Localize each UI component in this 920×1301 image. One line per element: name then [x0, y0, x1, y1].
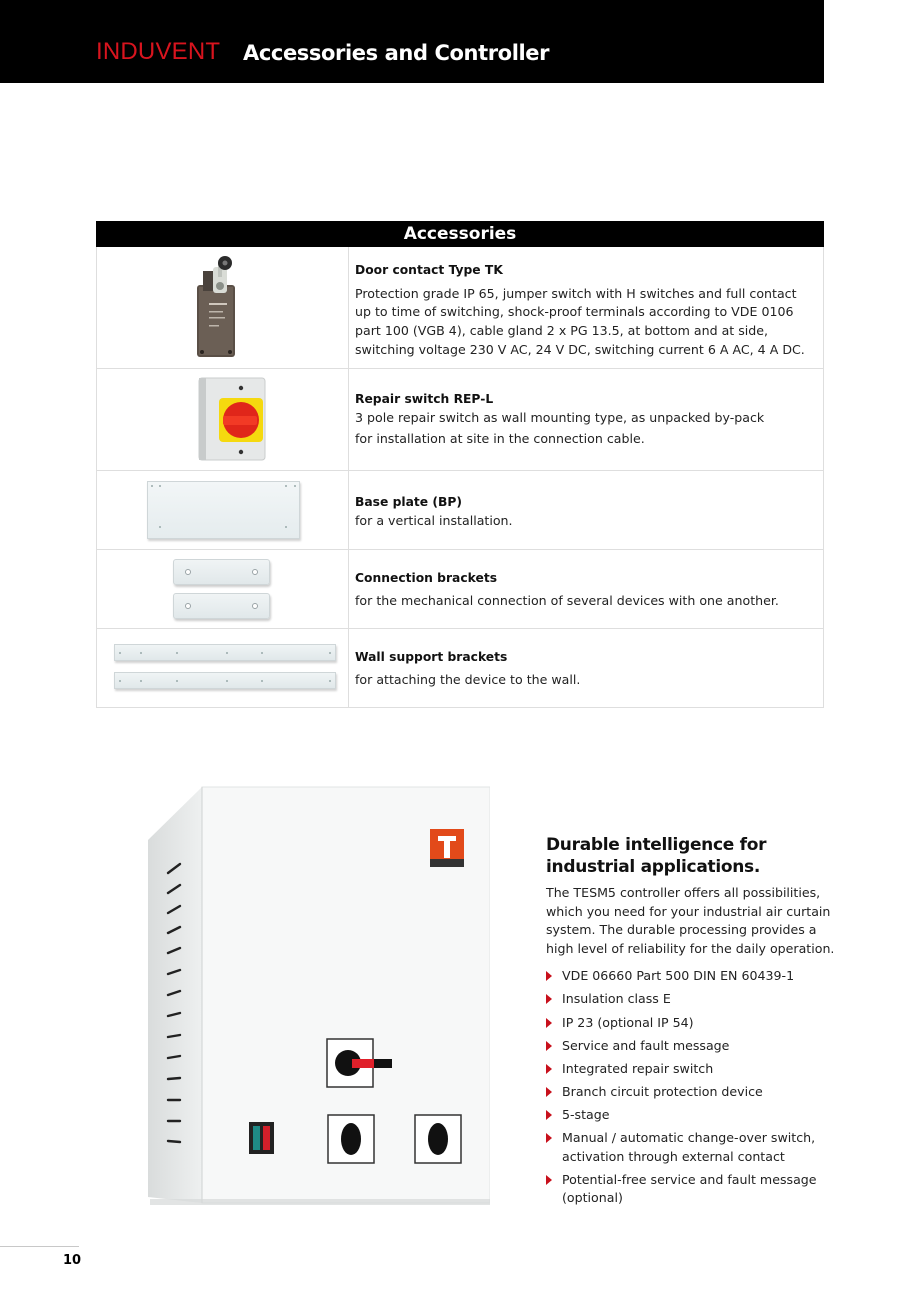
controller-title-line2: industrial applications. — [546, 857, 760, 877]
page-title: Accessories and Controller — [243, 41, 550, 65]
product-text-cell — [349, 247, 823, 368]
product-image-cell — [97, 471, 349, 549]
product-text-cell — [349, 369, 823, 470]
feature-item: IP 23 (optional IP 54) — [546, 1014, 836, 1033]
controller-description — [546, 834, 836, 1212]
controller-title-line1: Durable intelligence for — [546, 835, 767, 855]
connection-bracket-image — [173, 593, 270, 619]
feature-item: 5-stage — [546, 1106, 836, 1125]
triangle-bullet-icon — [546, 1041, 552, 1051]
footer-divider — [0, 1246, 79, 1247]
feature-item: Branch circuit protection device — [546, 1083, 836, 1102]
product-image-cell — [97, 369, 349, 470]
connection-bracket-image — [173, 559, 270, 585]
product-image-cell — [97, 629, 349, 707]
product-image-cell — [97, 550, 349, 628]
product-title: Base plate (BP) — [355, 495, 463, 509]
page-number: 10 — [63, 1253, 82, 1268]
product-image-cell — [97, 247, 349, 368]
triangle-bullet-icon — [546, 971, 552, 981]
product-text-cell — [349, 629, 823, 707]
triangle-bullet-icon — [546, 1064, 552, 1074]
product-description: for attaching the device to the wall. — [355, 671, 581, 687]
table-row — [96, 629, 824, 708]
product-title: Connection brackets — [355, 571, 498, 585]
controller-intro: The TESM5 controller offers all possibilities, which you need for your industrial air curtain system. The durable processing provides a high level of reliability for the daily operation. — [546, 885, 835, 956]
brand-name: INDUVENT — [96, 38, 221, 65]
accessories-heading: Accessories — [96, 221, 824, 247]
header-band — [0, 0, 824, 83]
triangle-bullet-icon — [546, 1133, 552, 1143]
product-title: Wall support brackets — [355, 650, 508, 664]
table-row — [96, 247, 824, 369]
product-description: Protection grade IP 65, jumper switch with H switches and full contact up to time of switching, shock-proof terminals according to VDE 0106 part 100 (VGB 4), cable gland 2 x PG 13.5, at bottom and at side, switching voltage 230 V AC, 24 V DC, switching current 6 A AC, 4 A DC. — [355, 285, 805, 357]
product-text-cell — [349, 550, 823, 628]
feature-list — [546, 967, 836, 1208]
base-plate-image — [147, 481, 300, 539]
triangle-bullet-icon — [546, 994, 552, 1004]
triangle-bullet-icon — [546, 1110, 552, 1120]
triangle-bullet-icon — [546, 1018, 552, 1028]
product-description: for a vertical installation. — [355, 512, 513, 528]
triangle-bullet-icon — [546, 1175, 552, 1185]
product-title: Door contact Type TK — [355, 263, 503, 277]
wall-bracket-image — [114, 672, 336, 689]
table-row — [96, 471, 824, 550]
product-description: for installation at site in the connection cable. — [355, 431, 645, 447]
accessories-table — [96, 221, 824, 708]
triangle-bullet-icon — [546, 1087, 552, 1097]
wall-bracket-image — [114, 644, 336, 661]
table-row — [96, 369, 824, 471]
product-description: 3 pole repair switch as wall mounting type, as unpacked by-pack — [355, 409, 765, 425]
product-title: Repair switch REP-L — [355, 392, 494, 406]
feature-item: VDE 06660 Part 500 DIN EN 60439-1 — [546, 967, 836, 986]
feature-item: Insulation class E — [546, 990, 836, 1009]
controller-cabinet-image — [140, 785, 490, 1210]
product-text-cell — [349, 471, 823, 549]
door-contact-image — [187, 255, 257, 361]
feature-item: Integrated repair switch — [546, 1060, 836, 1079]
product-description: for the mechanical connection of several devices with one another. — [355, 592, 779, 608]
feature-item: Manual / automatic change-over switch, activation through external contact — [546, 1129, 836, 1166]
feature-item: Potential-free service and fault message (optional) — [546, 1171, 836, 1208]
table-row — [96, 550, 824, 629]
feature-item: Service and fault message — [546, 1037, 836, 1056]
repair-switch-image — [197, 376, 269, 462]
